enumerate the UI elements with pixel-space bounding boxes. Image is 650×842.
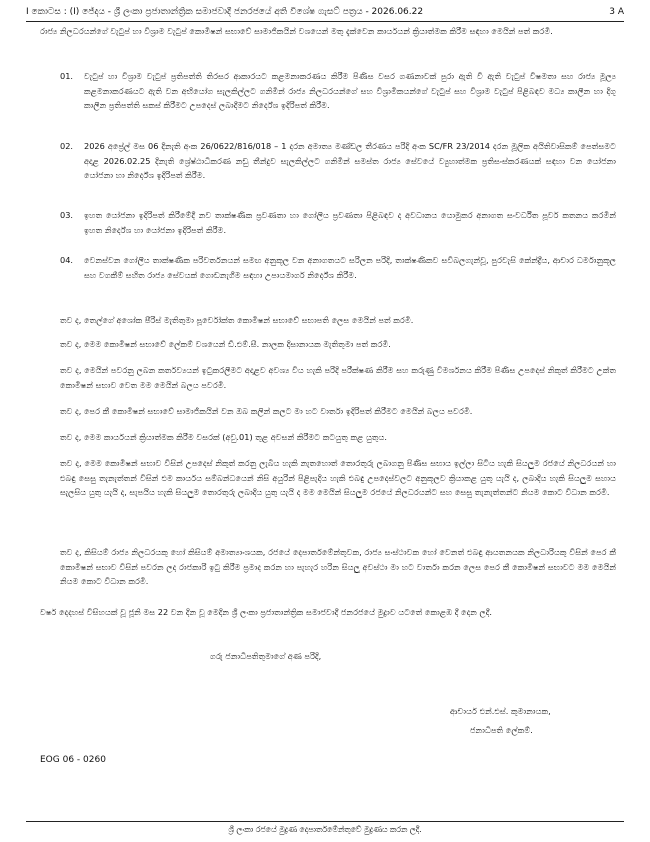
- item-text: ඉහත යෝජනා ඉදිරිපත් කිරීමේදී නව තාක්ෂණික ප්‍රවණතා හා ගෝලීය ප්‍රවණතා පිළිබඳව ද අවධානය යොමුකර අනාගත සංවර්ධිත පූර්ව කතනය කරමින් ඉහත නිර්දේශ හා යෝජනා ඉදිරිපත් කිරීම.: [84, 210, 616, 235]
- item-number: 02.: [60, 141, 74, 151]
- item-text: වැටුප් හා විශ්‍රාම වැටුප් ප්‍රතිපත්ති තිරසර ආකාරයට කළමනාකරණය කිරීම පිණිස වසර ගණනාවක් පුරා ඇති වී ඇති වැටුප් විෂමතා සහ රාජ්‍ය මූල්‍ය කළමනාකරණයට ඇති වන අභියෝග සැලකිල්ලට ගනිමින් රාජ්‍ය නිලධරයන්ගේ සහ විශ්‍රාමිකයන්ගේ වැටුප් සහ විශ්‍රාම වැටුප් පිළිබඳව මධ්‍ය කාලීන හා දිගු කාලීන ප්‍රතිපත්ති සකස් කිරීමට උපදෙස් ලබාදීමට නිර්දේශ ඉදිරිපත් කිරීම.: [84, 71, 616, 111]
- item-text: 2026 අප්‍රේල් මස 06 දිනැති අංක 26/0622/816/018 – 1 දරන අමාත්‍ය මණ්ඩල තීරණය පරිදි අංක SC/FR 23/2014 දරන මූලික අයිතිවාසිකම් පෙත්සමට අදාළ 2026.02.25 දිනැති ශ්‍රේෂ්ඨාධිකරණ නඩු තීන්දුව සැලකිල්ලට ගනිමින් සමස්ත රාජ්‍ය සේවයේ ව්‍යුහාත්මක ප්‍රතිසංස්කරණයක් සඳහා වන යෝජනා යෝජනා හා නිර්දේශ ඉදිරිපත් කිරීම.: [84, 141, 616, 181]
- printer-footer: ශ්‍රී ලංකා රජයේ මුද්‍රණ දෙපාර්තමේන්තුවේ මුද්‍රණය කරන ලදී.: [228, 825, 422, 834]
- reference-code: EOG 06 - 0260: [40, 755, 106, 765]
- item-number: 03.: [60, 210, 74, 220]
- body-paragraph: තව ද, කිසියම් රාජ්‍ය නිලධරයකු හෝ කිසියම් අමාත්‍යාංශයක, රජයේ දෙපාර්තමේන්තුවක, රාජ්‍ය සංස්ථාවක හෝ වෙනත් එබඳු ආයතනයක නිලධාරියකු විසින් පෙර කී කොමිෂන් සභාව විසින් පවරන ලද රාජකාරි ඉටු කිරීම ප්‍රමාද කරන හා පැහැර හරින සියලු අවස්ථා මා හට වාර්තා කරන ලෙස පෙර කී කොමිෂන් සභාවට මම මෙයින් නියම කොට විධාන කරමි.: [60, 547, 616, 587]
- body-paragraph: තව ද, පෙර කී කොමිෂන් සභාවේ සාමාජිකයින් වන ඔබ කලින් කලට මා හට වාර්තා ඉදිරිපත් කිරීමට මෙයින් බලය පවරමි.: [60, 406, 473, 416]
- numbered-item: [60, 253, 616, 282]
- body-paragraph: තව ද, තෙල්ගේ අශෝක පීරිස් මැතිතුමා පූර්වෝක්ත කොමිෂන් සභාවේ සභාපති ලෙස මෙයින් පත් කරමි.: [60, 315, 414, 325]
- body-paragraph: තව ද, මෙම කොමිෂන් සභාවේ ලේකම් වශයෙන් ඩී.එම්.සී. නාලක දිසානායක මැතිතුමා පත් කරමි.: [60, 339, 391, 349]
- body-paragraph: තව ද, මෙම කාර්යයන් ක්‍රියාත්මක කිරීම වසරක් (අවු.01) තුළ අවසන් කිරීමට කටයුතු කළ යුතුය.: [60, 432, 387, 442]
- page-number: 3 A: [609, 7, 624, 17]
- body-paragraph: තව ද, මෙම කොමිෂන් සභාව විසින් උපදෙස් නිකුත් කරනු ලැබිය හැකි නැතහොත් තොරතුරු ලබාගනු පිණිස සභාය ඉල්ලා සිටිය හැකි සියලුම රජයේ නිලධරයන් හා එබඳු සෙසු තැනැත්තන් විසින් එම කාර්යය සම්බන්ධයෙන් නිසි අයුරින් පිළිපැදිය හැකි එබඳු උපදෙස්වලට අනුකූලව ක්‍රියාකළ යුතු යැයි ද, ලබාදිය හැකි සියලුම සහාය සැලසිය යුතු යැයි ද, සැපයිය හැකි සියලුම තොරතුරු ලබාදිය යුතු යැයි ද මම මෙයින් සියලුම රජයේ නිලධරයන්ට සහ සෙසු තැනැත්තන්ට නියම කොට විධාන කරමි.: [60, 458, 616, 498]
- header-title: I කොටස : (I) ජේදය - ශ්‍රී ලංකා ප්‍රජාතාන්ත්‍රික සමාජවාදී ජනරජයේ අති විශේෂ ගැසට් පත්‍රය - 2026.06.22: [26, 7, 424, 17]
- item-number: 04.: [60, 255, 74, 265]
- numbered-item: [60, 69, 616, 113]
- intro-paragraph: රාජ්‍ය නිලධරයන්ගේ වැටුප් හා විශ්‍රාම වැටුප් කොමිෂන් සභාවේ සාමාජිකයින් වශයෙන් මතු දැක්වෙන කාර්යයන් ක්‍රියාත්මක කිරීම සඳහා මෙයින් පත් කරමි.: [40, 26, 553, 36]
- page-header: [26, 4, 624, 22]
- signatory-title: ජනාධිපති ලේකම්.: [470, 725, 533, 735]
- body-paragraph: තව ද, මෙයින් පවරනු ලබන කර්තව්‍යයන් ඉටුකරලීමට අදාළව අවශ්‍ය විය හැකි පරිදි පරීක්ෂණ කිරීම සහ කරුණු විමර්ශනය කිරීම පිණිස උපදෙස් නිකුත් කිරීමට උක්ත කොමිෂන් සභාව වෙත මම මෙයින් බලය පවරමි.: [60, 365, 616, 390]
- item-text: වෙනස්වන ගෝලීය තාක්ෂණික පරිවර්තනයන් සමඟ අනුකූල වන අනාගතයට සරිලන පරිදි, තාක්ෂණිකව සවිබලගැන්වූ, පුරවැසි කේන්ද්‍රීය, ආචාර ධර්මානුකූල සහ වගකීම් සහිත රාජ්‍ය සේවයක් ගොඩනැගීම සඳහා උපායමාර්ග නිර්දේශ කිරීම.: [84, 255, 616, 280]
- date-paragraph: වර්ෂ දෙදහස් විසිහයක් වූ ජූනි මස 22 වන දින වූ මෙදින ශ්‍රී ලංකා ප්‍රජාතාන්ත්‍රික සමාජවාදී ජනරජයේ මුද්‍රාව යටතේ කොළඹ දී දෙන ලදී.: [40, 607, 492, 617]
- order-line: ගරු ජනාධිපතිතුමාගේ අණ පරිදි,: [210, 651, 322, 661]
- signatory-name: ආචාර්ය එන්.එස්. කුමානායක,: [450, 706, 551, 716]
- numbered-item: [60, 208, 616, 237]
- footer-divider: [26, 821, 624, 822]
- numbered-item: [60, 139, 616, 183]
- item-number: 01.: [60, 71, 74, 81]
